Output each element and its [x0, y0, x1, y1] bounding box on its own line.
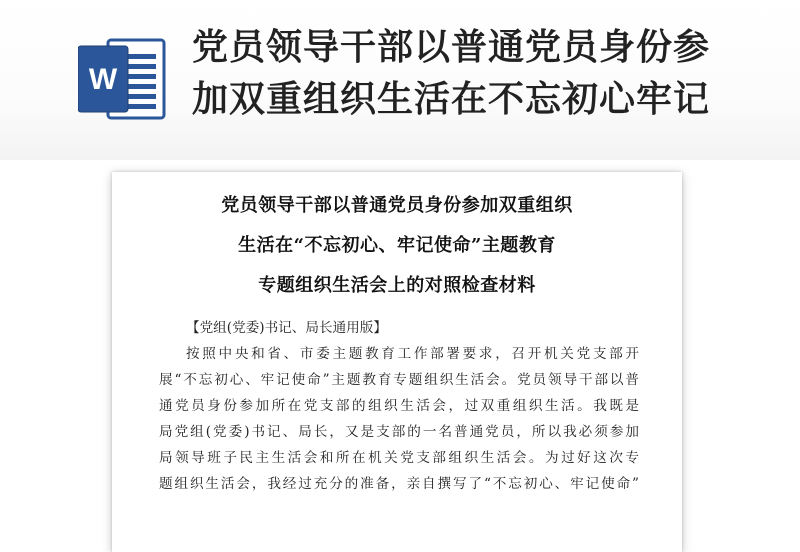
body-line: 局党组(党委)书记、局长，又是支部的一名普通党员，所以我必须参加 — [159, 424, 639, 440]
word-icon-letter: W — [88, 63, 118, 96]
document-title-line: 党员领导干部以普通党员身份参加双重组织 — [221, 195, 573, 216]
page-title — [192, 22, 792, 126]
document-title-line: 生活在“不忘初心、牢记使命”主题教育 — [238, 235, 556, 256]
body-line: 题组织生活会，我经过充分的准备，亲自撰写了“不忘初心、牢记使命” — [159, 476, 639, 492]
body-line: 通党员身份参加所在党支部的组织生活会，过双重组织生活。我既是 — [159, 398, 639, 414]
word-icon — [78, 36, 166, 122]
body-line: 局领导班子民主生活会和所在机关党支部组织生活会。为过好这次专 — [159, 450, 639, 466]
document-subtitle: 【党组(党委)书记、局长通用版】 — [186, 320, 387, 336]
document-body — [159, 315, 639, 497]
page-title-line: 党员领导干部以普通党员身份参 — [192, 27, 711, 68]
page-title-line: 加双重组织生活在不忘初心牢记 — [192, 79, 711, 120]
body-line: 按照中央和省、市委主题教育工作部署要求，召开机关党支部开 — [186, 346, 639, 362]
body-line: 展“不忘初心、牢记使命”主题教育专题组织生活会。党员领导干部以普 — [159, 372, 639, 388]
document-title — [112, 186, 682, 306]
document-title-line: 专题组织生活会上的对照检查材料 — [258, 275, 536, 296]
document-page — [112, 172, 682, 552]
